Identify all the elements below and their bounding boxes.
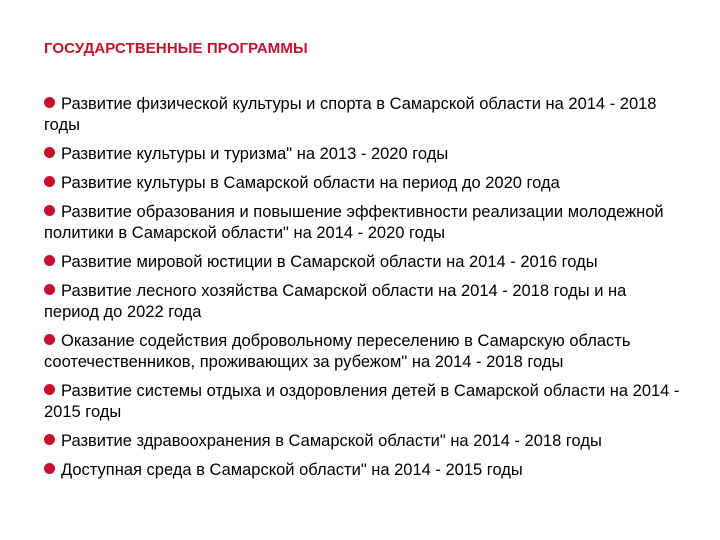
program-text: Доступная среда в Самарской области" на 2014 - 2015 годы — [61, 461, 523, 479]
list-item — [44, 144, 680, 165]
program-text: Развитие физической культуры и спорта в Самарской области на 2014 - 2018 годы — [44, 95, 657, 134]
list-item — [44, 202, 680, 244]
program-text: Развитие образования и повышение эффективности реализации молодежной политики в Самарской области" на 2014 - 2020 годы — [44, 203, 664, 242]
bullet-dot-icon — [44, 205, 55, 216]
list-item — [44, 252, 680, 273]
program-list — [44, 94, 680, 489]
program-text: Развитие культуры в Самарской области на период до 2020 года — [61, 174, 560, 192]
list-item — [44, 431, 680, 452]
bullet-dot-icon — [44, 147, 55, 158]
list-item — [44, 173, 680, 194]
list-item — [44, 381, 680, 423]
bullet-dot-icon — [44, 255, 55, 266]
list-item — [44, 281, 680, 323]
program-text: Развитие здравоохранения в Самарской области" на 2014 - 2018 годы — [61, 432, 602, 450]
program-text: Оказание содействия добровольному переселению в Самарскую область соотечественников, проживающих за рубежом" на 2014 - 2018 годы — [44, 332, 631, 371]
bullet-dot-icon — [44, 176, 55, 187]
bullet-dot-icon — [44, 384, 55, 395]
program-text: Развитие мировой юстиции в Самарской области на 2014 - 2016 годы — [61, 253, 598, 271]
program-text: Развитие системы отдыха и оздоровления детей в Самарской области на 2014 - 2015 годы — [44, 382, 680, 421]
bullet-dot-icon — [44, 97, 55, 108]
list-item — [44, 331, 680, 373]
bullet-dot-icon — [44, 284, 55, 295]
list-item — [44, 460, 680, 481]
program-text: Развитие лесного хозяйства Самарской области на 2014 - 2018 годы и на период до 2022 года — [44, 282, 627, 321]
bullet-dot-icon — [44, 463, 55, 474]
list-item — [44, 94, 680, 136]
page-title: ГОСУДАРСТВЕННЫЕ ПРОГРАММЫ — [44, 40, 308, 57]
program-text: Развитие культуры и туризма" на 2013 - 2020 годы — [61, 145, 449, 163]
bullet-dot-icon — [44, 434, 55, 445]
bullet-dot-icon — [44, 334, 55, 345]
